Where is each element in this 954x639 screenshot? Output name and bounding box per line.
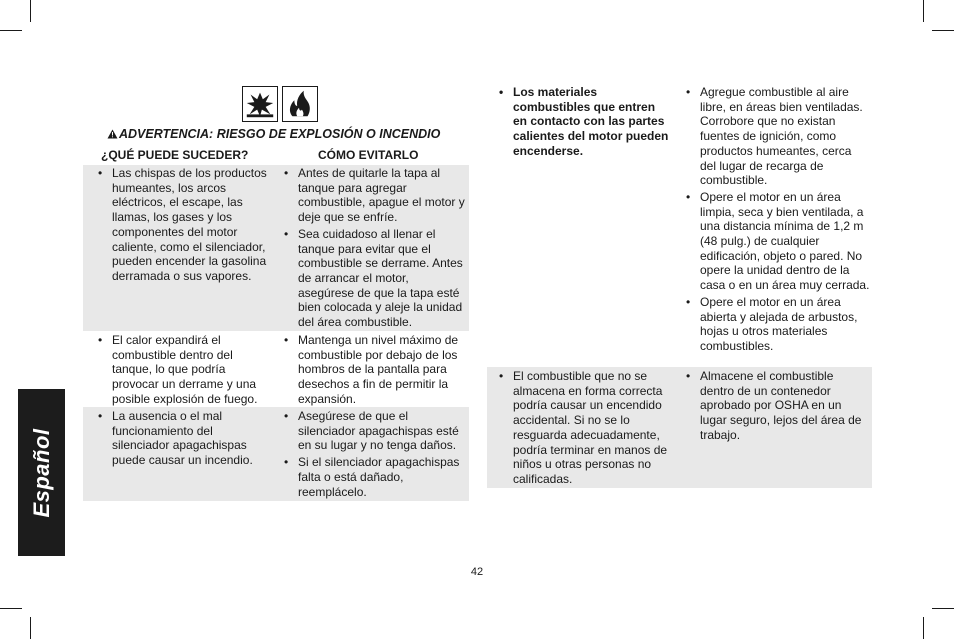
column-header-what: ¿QUÉ PUEDE SUCEDER? — [101, 148, 249, 162]
list-item: • Agregue combustible al aire libre, en áreas bien ventiladas. Corrobore que no existan fuentes de ignición, como productos humeantes, cerca del lugar de recarga de combustible. — [684, 85, 870, 188]
crop-mark — [923, 617, 924, 639]
list-item: • Opere el motor en un área limpia, seca y bien ventilada, a una distancia mínima de 1,2 m (48 pulg.) de cualquier edificación, objeto o pared. No opere la unidad dentro de la casa o en un área muy cerrada. — [684, 190, 870, 293]
cell-what — [497, 369, 669, 489]
list-item: • Sea cuidadoso al llenar el tanque para evitar que el combustible se derrame. Antes de arrancar el motor, asegúrese de que la tapa esté bien colocada y aleje la unidad del área combustible. — [282, 227, 468, 330]
language-tab — [18, 389, 65, 556]
hazard-icons — [242, 86, 318, 122]
crop-mark — [932, 30, 954, 31]
cell-how — [282, 409, 468, 501]
table-row — [83, 165, 469, 331]
cell-how — [684, 369, 870, 445]
list-item: • El calor expandirá el combustible dentro del tanque, lo que podría provocar un derrame y una posible explosión de fuego. — [96, 333, 271, 407]
warning-triangle-icon — [107, 128, 118, 142]
list-item: • Mantenga un nivel máximo de combustible por debajo de los hombros de la pantalla para desechos a fin de permitir la expansión. — [282, 333, 468, 407]
table-row — [487, 84, 872, 367]
table-row — [83, 407, 469, 501]
list-item: • Antes de quitarle la tapa al tanque para agregar combustible, apague el motor y deje que se enfríe. — [282, 166, 468, 225]
crop-mark — [30, 617, 31, 639]
column-header-how: CÓMO EVITARLO — [318, 148, 419, 162]
cell-how — [282, 333, 468, 409]
list-item: • La ausencia o el mal funcionamiento del silenciador apagachispas puede causar un incendio. — [96, 409, 271, 468]
crop-mark — [0, 608, 22, 609]
table-row — [83, 331, 469, 407]
cell-what — [96, 166, 271, 286]
crop-mark — [923, 0, 924, 22]
page-number: 42 — [470, 566, 484, 578]
table-row — [487, 367, 872, 488]
explosion-icon — [242, 86, 278, 122]
list-item: • El combustible que no se almacena en forma correcta podría causar un encendido accidental. Si no se lo resguarda adecuadamente, podría terminar en manos de niños u otras personas no calificadas. — [497, 369, 669, 487]
warning-title — [107, 127, 452, 142]
cell-what — [96, 409, 271, 470]
list-item: • Opere el motor en un área abierta y alejada de arbustos, hojas u otros materiales combustibles. — [684, 295, 870, 354]
list-item: • Los materiales combustibles que entren en contacto con las partes calientes del motor pueden encenderse. — [497, 85, 672, 159]
fire-icon — [282, 86, 318, 122]
crop-mark — [0, 30, 22, 31]
list-item: • Almacene el combustible dentro de un contenedor aprobado por OSHA en un lugar seguro, lejos del área de trabajo. — [684, 369, 870, 443]
cell-what — [497, 85, 672, 161]
cell-how — [684, 85, 870, 356]
list-item: • Si el silenciador apagachispas falta o está dañado, reemplácelo. — [282, 455, 468, 499]
list-item: • Asegúrese de que el silenciador apagachispas esté en su lugar y no tenga daños. — [282, 409, 468, 453]
crop-mark — [30, 0, 31, 22]
warning-title-text: ADVERTENCIA: RIESGO DE EXPLOSIÓN O INCENDIO — [119, 127, 441, 141]
language-tab-label: Español — [28, 427, 54, 518]
cell-what — [96, 333, 271, 409]
crop-mark — [932, 608, 954, 609]
cell-how — [282, 166, 468, 332]
list-item: • Las chispas de los productos humeantes, los arcos eléctricos, el escape, las llamas, los gases y los componentes del motor caliente, como el silenciador, pueden encender la gasolina derramada o sus vapores. — [96, 166, 271, 284]
